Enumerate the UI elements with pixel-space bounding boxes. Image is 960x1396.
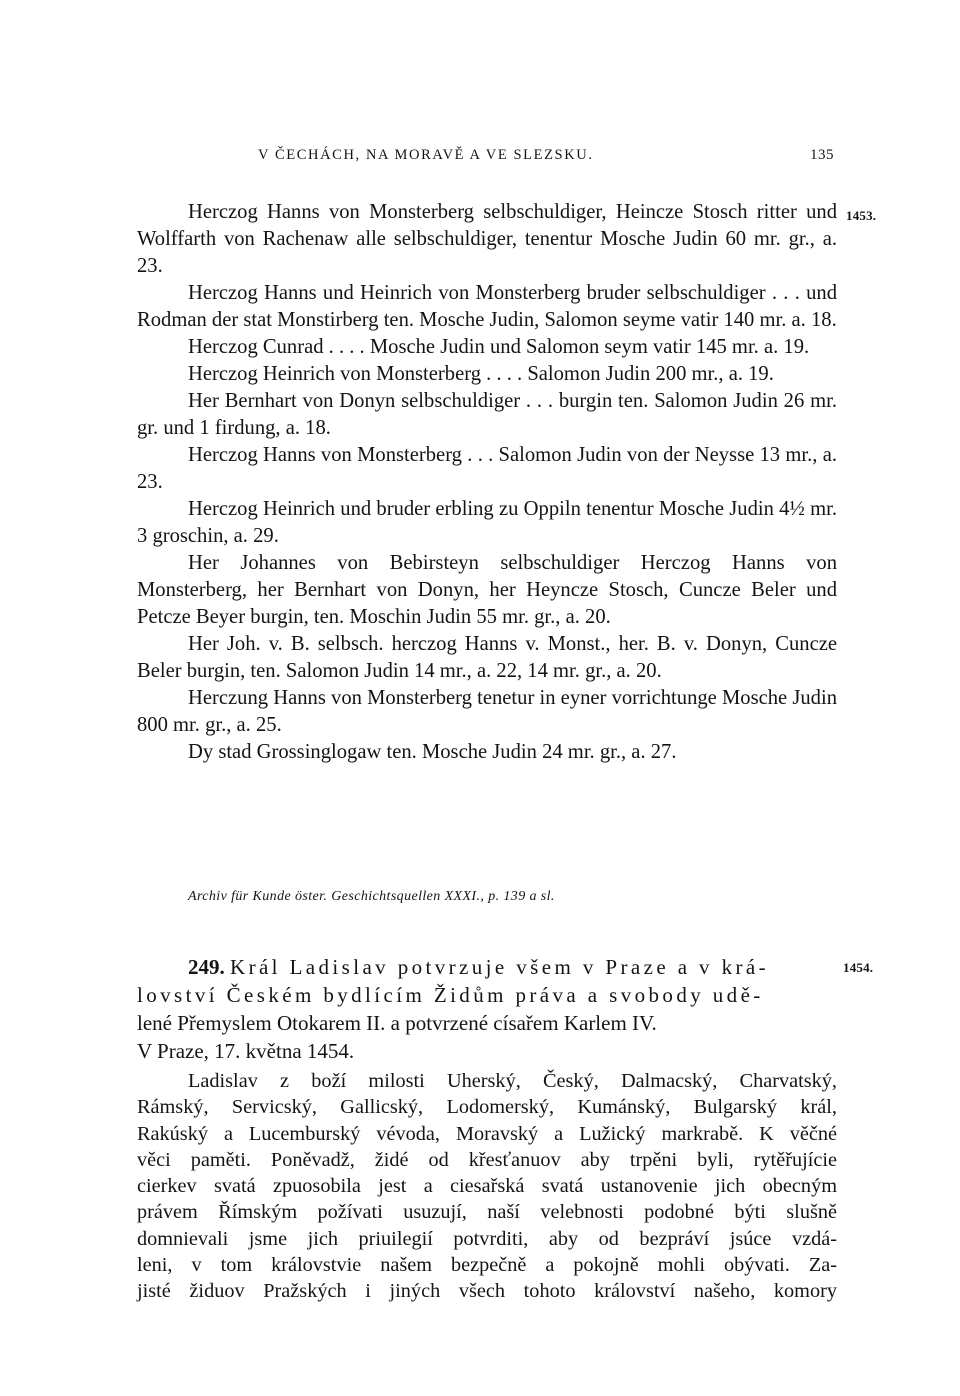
entry-3: Herczog Cunrad . . . . Mosche Judin und Salomon seym vatir 145 mr. a. 19. [188, 336, 810, 358]
document-249-body [137, 1068, 837, 1305]
heading-line-4: V Praze, 17. května 1454. [137, 1039, 355, 1063]
debt-entries [137, 199, 837, 766]
page-number: 135 [810, 147, 834, 163]
entry-5: Her Bernhart von Donyn selbschuldiger . . . burgin ten. Salomon Judin 26 mr. gr. und 1 firdung, a. 18. [137, 390, 837, 439]
heading-line-3: lené Přemyslem Otokarem II. a potvrzené císařem Karlem IV. [137, 1011, 657, 1035]
document-249-heading [137, 953, 837, 1065]
entry-6: Herczog Hanns von Monsterberg . . . Salomon Judin von der Neysse 13 mr., a. 23. [137, 444, 837, 493]
running-header: V ČECHÁCH, NA MORAVĚ A VE SLEZSKU. [258, 147, 594, 163]
heading-line-2: lovství Českém bydlícím Židům práva a svobody udě- [137, 983, 764, 1007]
heading-text-1: Král Ladislav potvrzuje všem v Praze a v krá- [230, 955, 770, 979]
entry-1: Herczog Hanns von Monsterberg selbschuldiger, Heincze Stosch ritter und Wolffarth von Rachenaw alle selbschuldiger, tenentur Mosche Judin 60 mr. gr., a. 23. [137, 201, 837, 277]
body-line-4: věci paměti. Poněvadž, židé od křesťanuov aby trpěni byli, rytěřujície [137, 1148, 837, 1171]
body-line-7: domnievali jsme jich priuilegií potvrditi, aby od bezpráví jsúce vzdá- [137, 1227, 837, 1250]
entry-7: Herczog Heinrich und bruder erbling zu Oppiln tenentur Mosche Judin 4½ mr. 3 groschin, a. 29. [137, 498, 837, 547]
heading-line-1 [137, 953, 837, 981]
entry-4: Herczog Heinrich von Monsterberg . . . . Salomon Judin 200 mr., a. 19. [188, 363, 774, 385]
source-citation: Archiv für Kunde öster. Geschichtsquellen XXXI., p. 139 a sl. [188, 889, 555, 904]
entry-11: Dy stad Grossinglogaw ten. Mosche Judin 24 mr. gr., a. 27. [188, 741, 677, 763]
body-line-3: Rakúský a Lucemburský vévoda, Moravský a Lužický markrabě. K věčné [137, 1122, 837, 1145]
entry-2: Herczog Hanns und Heinrich von Monsterberg bruder selbschuldiger . . . und Rodman der stat Monstirberg ten. Mosche Judin, Salomon seyme vatir 140 mr. a. 18. [137, 282, 837, 331]
document-number: 249. [188, 955, 225, 979]
body-line-2: Rámský, Servicský, Gallicský, Lodomerský, Kumánský, Bulgarský král, [137, 1096, 837, 1119]
body-line-6: právem Římským požívati usuzují, naší velebnosti podobné býti slušně [137, 1201, 837, 1224]
entry-10: Herczung Hanns von Monsterberg tenetur in eyner vorrichtunge Mosche Judin 800 mr. gr., a. 25. [137, 687, 837, 736]
body-line-9: jisté židuov Pražských i jiných všech tohoto království našeho, komory [137, 1280, 837, 1303]
entry-9: Her Joh. v. B. selbsch. herczog Hanns v. Monst., her. B. v. Donyn, Cuncze Beler burgin, ten. Salomon Judin 14 mr., a. 22, 14 mr. gr., a. 20. [137, 633, 837, 682]
body-line-1: Ladislav z boží milosti Uherský, Český, Dalmacský, Charvatský, [188, 1070, 837, 1092]
entry-8: Her Johannes von Bebirsteyn selbschuldiger Herczog Hanns von Monsterberg, her Bernhart von Donyn, her Heyncze Stosch, Cuncze Beler und Petcze Beyer burgin, ten. Moschin Judin 55 mr. gr., a. 20. [137, 552, 837, 628]
margin-year-1453: 1453. [846, 208, 877, 223]
body-line-5: cierkev svatá zpuosobila jest a ciesařská svatá ustanovenie jich obecným [137, 1175, 837, 1198]
margin-year-1454: 1454. [843, 960, 874, 975]
body-line-8: leni, v tom královstvie našem bezpečně a pokojně mohli obývati. Za- [137, 1254, 837, 1277]
